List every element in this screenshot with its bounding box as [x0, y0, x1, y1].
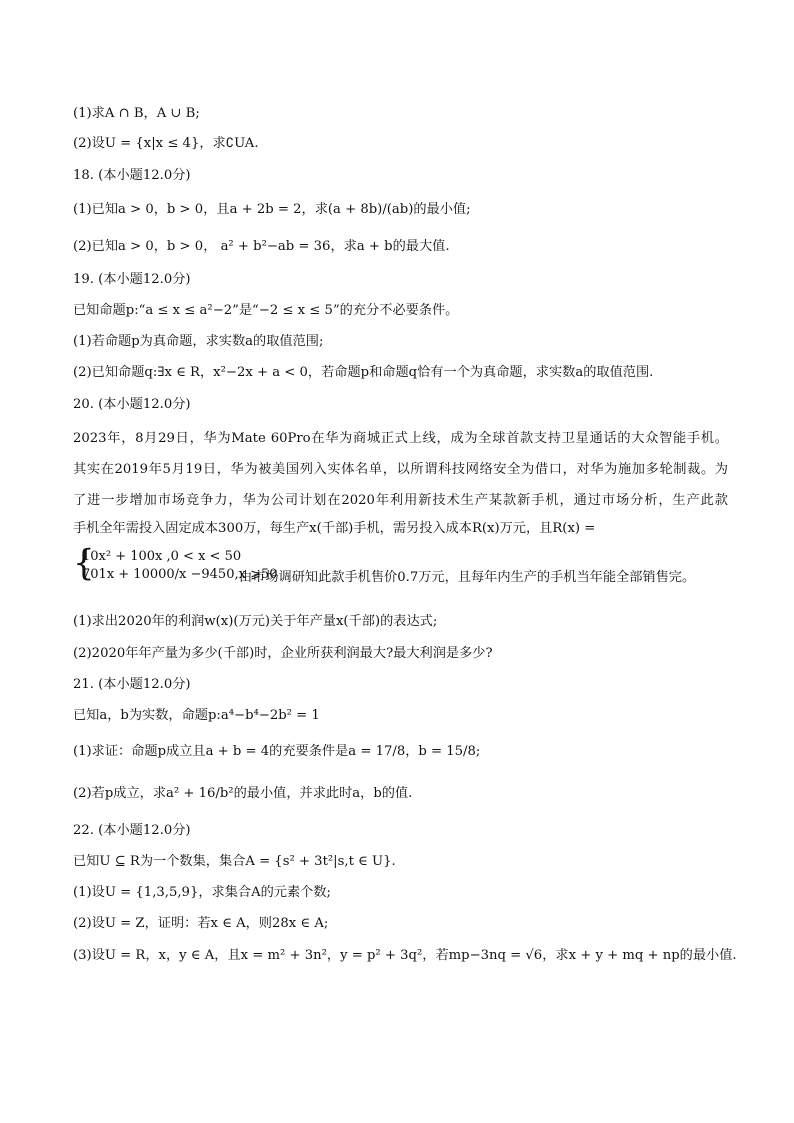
- q22-part2: (2)设U = Z，证明：若x ∈ A，则28x ∈ A;: [73, 916, 329, 931]
- q21-stem: 已知a，b为实数，命题p:a⁴−b⁴−2b² = 1: [73, 708, 320, 723]
- q20-stem-continuation: 由市场调研知此款手机售价0.7万元，且每年内生产的手机当年能全部销售完。: [239, 570, 696, 585]
- q17-part2: (2)设U = {x|x ≤ 4}，求∁UA.: [73, 136, 259, 151]
- left-brace: {: [73, 542, 95, 584]
- q22-stem: 已知U ⊆ R为一个数集，集合A = {s² + 3t²|s,t ∈ U}.: [73, 854, 396, 869]
- q19-stem: 已知命题p:“a ≤ x ≤ a²−2”是“−2 ≤ x ≤ 5”的充分不必要条件。: [73, 303, 459, 318]
- q20-stem-line-1: 2023年，8月29日，华为Mate 60Pro在华为商城正式上线，成为全球首款支持卫星通话的大众智能手机。: [73, 431, 728, 446]
- piecewise-case-1: 10x² + 100x ,0 < x < 50: [82, 549, 242, 564]
- q22-part1: (1)设U = {1,3,5,9}，求集合A的元素个数;: [73, 885, 331, 900]
- q20-stem-line-2: 其实在2019年5月19日，华为被美国列入实体名单，以所谓科技网络安全为借口，对华为施加多轮制裁。为: [73, 462, 728, 477]
- q20-part2: (2)2020年年产量为多少(千部)时，企业所获利润最大?最大利润是多少?: [73, 646, 493, 661]
- q18-part2: (2)已知a > 0，b > 0， a² + b²−ab = 36，求a + b的最大值.: [73, 239, 450, 254]
- q22-header: 22. (本小题12.0分): [73, 823, 191, 838]
- piecewise-case-2: 701x + 10000/x −9450,x ⩾50: [82, 567, 278, 582]
- q19-part1: (1)若命题p为真命题，求实数a的取值范围;: [73, 334, 324, 349]
- q18-header: 18. (本小题12.0分): [73, 168, 191, 183]
- q21-header: 21. (本小题12.0分): [73, 677, 191, 692]
- q21-part1: (1)求证：命题p成立且a + b = 4的充要条件是a = 17/8，b = 15/8;: [73, 744, 481, 759]
- q20-stem-line-3: 了进一步增加市场竞争力，华为公司计划在2020年利用新技术生产某款新手机，通过市场分析，生产此款: [73, 493, 728, 508]
- q19-part2: (2)已知命题q:∃x ∈ R，x²−2x + a < 0，若命题p和命题q恰有一个为真命题，求实数a的取值范围.: [73, 365, 654, 380]
- q20-header: 20. (本小题12.0分): [73, 397, 191, 412]
- q19-header: 19. (本小题12.0分): [73, 272, 191, 287]
- q22-part3: (3)设U = R，x，y ∈ A，且x = m² + 3n²，y = p² + 3q²，若mp−3nq = √6，求x + y + mq + np的最小值.: [73, 948, 737, 963]
- q17-part1: (1)求A ∩ B，A ∪ B;: [73, 106, 200, 121]
- q20-stem-line-4: 手机全年需投入固定成本300万，每生产x(千部)手机，需另投入成本R(x)万元，且R(x) =: [73, 521, 596, 536]
- q18-part1: (1)已知a > 0，b > 0，且a + 2b = 2，求(a + 8b)/(ab)的最小值;: [73, 202, 471, 217]
- q21-part2: (2)若p成立，求a² + 16/b²的最小值，并求此时a，b的值.: [73, 786, 413, 801]
- q20-part1: (1)求出2020年的利润w(x)(万元)关于年产量x(千部)的表达式;: [73, 614, 438, 629]
